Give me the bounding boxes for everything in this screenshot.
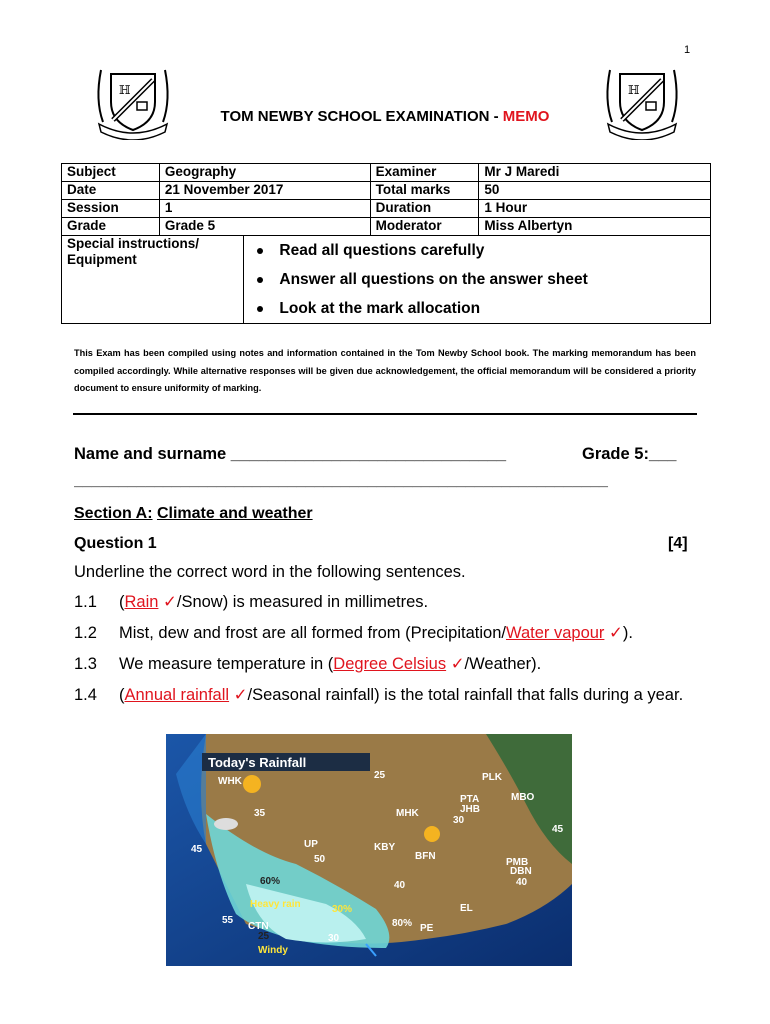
map-label: PTA [460, 794, 480, 805]
grade-field: Grade 5:___ [582, 445, 677, 463]
tick-icon: ✓ [609, 624, 623, 642]
svg-text:ℍ: ℍ [628, 83, 640, 97]
question-item [119, 680, 699, 710]
school-crest-logo-right [602, 60, 682, 140]
grade-label: Grade [62, 218, 160, 236]
instruction-item: Answer all questions on the answer sheet [279, 265, 705, 294]
map-label: 25 [258, 931, 270, 942]
map-label: 25 [374, 770, 386, 781]
map-label: 45 [191, 844, 203, 855]
map-label: EL [460, 903, 473, 914]
map-label: 45 [552, 824, 564, 835]
examiner-value: Mr J Maredi [479, 164, 711, 182]
name-and-surname-field: Name and surname ______________________________ [74, 445, 507, 463]
total-marks-value: 50 [479, 182, 711, 200]
exam-title-main: TOM NEWBY SCHOOL EXAMINATION - [220, 108, 503, 125]
rainfall-map [166, 734, 572, 966]
map-label: 30 [328, 933, 340, 944]
map-label: Heavy rain [250, 899, 301, 910]
date-label: Date [62, 182, 160, 200]
map-label: 30% [332, 904, 353, 915]
question-item [119, 587, 699, 617]
total-marks-label: Total marks [370, 182, 479, 200]
subject-label: Subject [62, 164, 160, 182]
map-label: JHB [460, 804, 481, 815]
answer-underlined: Rain [124, 593, 159, 611]
section-name: Climate and weather [156, 505, 313, 522]
answer-underlined: Water vapour [505, 624, 605, 642]
map-label: 40 [394, 880, 406, 891]
special-instructions-cell [244, 236, 711, 324]
item-text: We measure temperature in ( [119, 655, 334, 673]
map-label: WHK [218, 776, 242, 787]
map-label: PE [420, 923, 434, 934]
map-label: UP [304, 839, 318, 850]
duration-label: Duration [370, 200, 479, 218]
item-number: 1.3 [74, 655, 97, 673]
map-label: PMB [506, 857, 529, 868]
item-text: Mist, dew and frost are all formed from (Precipitation/ [119, 624, 506, 642]
map-label: 40 [516, 877, 528, 888]
blank-line: ____________________________________________________________ [74, 472, 608, 489]
tick-icon: ✓ [163, 593, 177, 611]
map-label: 50 [314, 854, 326, 865]
memo-label: MEMO [502, 108, 550, 125]
item-number: 1.2 [74, 624, 97, 642]
compilation-notice: This Exam has been compiled using notes and information contained in the Tom Newby School book. The marking memorandum has been compiled accordingly. While alternative responses will be given due acknowledgement, the official memorandum will be considered a priority document to ensure uniformity of marking. [74, 348, 696, 393]
answer-underlined: Annual rainfall [124, 686, 230, 704]
map-label: 60% [260, 876, 281, 887]
tick-icon: ✓ [450, 655, 465, 673]
question-item [119, 649, 699, 679]
item-text: /Weather). [464, 655, 542, 673]
special-instructions-label: Special instructions/ Equipment [62, 236, 244, 324]
map-label: 30 [453, 815, 465, 826]
date-value: 21 November 2017 [159, 182, 370, 200]
question-marks: [4] [668, 535, 688, 552]
map-label: 55 [222, 915, 234, 926]
item-number: 1.1 [74, 593, 97, 611]
moderator-label: Moderator [370, 218, 479, 236]
moderator-value: Miss Albertyn [479, 218, 711, 236]
section-heading [74, 505, 313, 523]
cloud-icon [214, 818, 238, 830]
map-label: BFN [415, 851, 436, 862]
instruction-item: Read all questions carefully [279, 236, 705, 265]
map-label: CTN [248, 921, 269, 932]
sun-icon [424, 826, 440, 842]
question-instruction: Underline the correct word in the following sentences. [74, 563, 466, 581]
exam-title [0, 108, 770, 125]
session-label: Session [62, 200, 160, 218]
examiner-label: Examiner [370, 164, 479, 182]
map-label: MBO [511, 792, 535, 803]
map-label: 35 [254, 808, 266, 819]
item-number: 1.4 [74, 686, 97, 704]
map-label: Windy [258, 945, 288, 956]
map-label: KBY [374, 842, 396, 853]
session-value: 1 [159, 200, 370, 218]
question-item [119, 618, 699, 648]
exam-info-table [61, 163, 711, 324]
instructions-list [249, 236, 705, 323]
item-text: /Seasonal rainfall) is the total rainfall that falls during a year. [247, 686, 684, 704]
subject-value: Geography [159, 164, 370, 182]
tick-icon: ✓ [233, 686, 248, 704]
question-title: Question 1 [74, 535, 157, 552]
item-text: ( [119, 686, 125, 704]
map-label: 80% [392, 918, 413, 929]
school-crest-logo-left [93, 60, 173, 140]
page-number: 1 [684, 44, 691, 56]
item-text: ( [119, 593, 125, 611]
sun-icon [243, 775, 261, 793]
map-title: Today's Rainfall [208, 755, 307, 770]
map-label: DBN [510, 866, 532, 877]
duration-value: 1 Hour [479, 200, 711, 218]
map-label: MHK [396, 808, 419, 819]
grade-value: Grade 5 [159, 218, 370, 236]
map-label: PLK [482, 772, 502, 783]
instruction-item: Look at the mark allocation [279, 294, 705, 323]
item-text: ). [622, 624, 633, 642]
divider-rule [73, 413, 697, 415]
section-prefix: Section A: [74, 505, 153, 522]
svg-text:ℍ: ℍ [119, 83, 131, 97]
item-text: /Snow) is measured in millimetres. [176, 593, 429, 611]
answer-underlined: Degree Celsius [333, 655, 447, 673]
